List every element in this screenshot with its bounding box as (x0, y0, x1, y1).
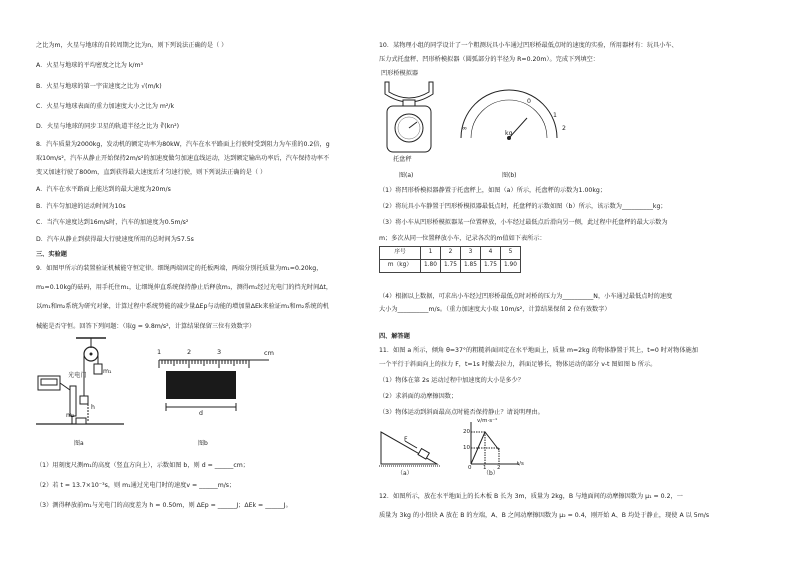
q11-sub-3: （3）物体运动到斜面最高点时能否保持静止？请说明理由。 (379, 409, 544, 416)
q11-sub-1: （1）物体在第 2s 运动过程中加速度的大小是多少？ (379, 377, 524, 384)
q9-line-4: 械能是否守恒。回答下列问题：（取g = 9.8m/s²，计算结果保留三位有效数字） (36, 323, 256, 330)
q7-option-d: D．火星与地球的同步卫星的轨道半径之比为 ∛(kn²) (36, 123, 180, 130)
q10-sub-1: （1）将凹形桥模拟器静置于托盘秤上，如图（a）所示，托盘秤的示数为1.00kg； (379, 187, 607, 194)
vt-x-tick-2: 2 (497, 465, 501, 471)
q10-line-2: 压力式托盘秤、凹形桥模拟器（圆弧部分的半径为 R=0.20m）。完成下列填空： (379, 56, 599, 63)
figure-11b-caption: （b） (483, 470, 499, 477)
ruler-num-2: 2 (187, 348, 192, 356)
q7-intro: 之比为m，火星与地球的自转周期之比为n，则下列说法正确的是（ ） (36, 42, 228, 49)
q11-line-1: 11．如图 a 所示，倾角 θ=37°的粗糙斜面固定在水平地面上，质量 m=2kg 的物体静置于其上，t=0 时对物体施加 (379, 347, 698, 354)
ruler-unit: cm (264, 349, 274, 357)
q9-sub-3: （3）测得释放前m₁与光电门的高度差为 h = 0.50m，则 ΔEp = ______J；ΔEk = ______J。 (36, 502, 292, 509)
dial-tick-inf: ∞ (462, 125, 468, 132)
figure-a-caption-right: 图(a) (399, 172, 414, 179)
scale-label: 托盘秤 (393, 156, 412, 163)
table-cell: 1.75 (481, 260, 501, 273)
q10-sub-3b: m；多次从同一位置释放小车，记录各次的m值如下表所示： (379, 235, 546, 242)
q8-line-2: 取10m/s²，汽车从静止开始保持2m/s²的加速度做匀加速直线运动，达到额定输出功率后，汽车保持功率不 (36, 155, 330, 162)
q10-sub-2: （2）将玩具小车静置于凹形桥模拟器最低点时，托盘秤的示数如图（b）所示，该示数为__________kg； (379, 203, 667, 210)
q8-line-1: 8．汽车质量为2000kg，发动机的额定功率为80kW，汽车在水平路面上行驶时受到阻力为车重的0.2倍，g (36, 141, 330, 148)
figure-11b-vt-graph (461, 420, 523, 470)
q7-option-b: B．火星与地球的第一宇宙速度之比为 √(m/k) (36, 83, 162, 90)
dial-unit: kg (505, 130, 513, 137)
section-4-heading: 四、解答题 (379, 333, 410, 340)
figure-a-scale (379, 78, 439, 158)
m2-label: m₂ (66, 412, 75, 419)
vt-x-label: t/s (517, 461, 524, 467)
q7-option-a: A．火星与地球的平均密度之比为 k/m³ (36, 62, 143, 69)
q7-option-c: C．火星与地球表面的重力加速度大小之比为 m²/k (36, 103, 175, 110)
figure-b-caption-right: 图(b) (502, 172, 517, 179)
table-cell: 2 (441, 247, 461, 260)
vt-y-label: v/m·s⁻¹ (477, 418, 498, 424)
table-row (380, 260, 521, 273)
q12-line-2: 质量为 3kg 的小铅块 A 放在 B 的左端，A、B 之间动摩擦因数为 μ₂ = 0.4，刚开始 A、B 均处于静止，现使 A 以 5m/s (379, 512, 710, 519)
q10-sub-3a: （3）将小车从凹形桥模拟器某一位置释放，小车经过最低点后滑向另一侧，此过程中托盘秤的最大示数为 (379, 219, 668, 226)
q8-option-a: A．汽车在水平路面上能达到的最大速度为20m/s (36, 186, 171, 193)
force-label: F (404, 436, 408, 443)
section-3-heading: 三、实验题 (36, 251, 67, 258)
q8-option-d: D．汽车从静止到获得最大行驶速度所用的总时间为57.5s (36, 236, 194, 243)
table-cell: 4 (481, 247, 501, 260)
figure-11a-caption: （a） (397, 470, 413, 477)
table-cell: 1.85 (461, 260, 481, 273)
dial-tick-1: 1 (553, 112, 557, 119)
figure-11a-incline (379, 426, 441, 468)
table-cell: m（kg） (380, 260, 421, 273)
vt-x-tick-0: 0 (468, 465, 472, 471)
q9-line-2: m₂=0.10kg的砝码，用手托住m₁，让细绳伸直系统保持静止后释放m₁，测得m₁经过光电门的挡光时间Δt， (36, 284, 333, 291)
table-cell: 3 (461, 247, 481, 260)
q11-line-2: 一个平行于斜面向上的拉力 F，t=1s 时撤去拉力，斜面足够长，物体运动的部分 v-t 图如图 b 所示。 (379, 361, 657, 368)
m1-label: m₁ (103, 368, 112, 375)
d-label: d (199, 410, 203, 417)
table-cell: 1.80 (421, 260, 441, 273)
q9-sub-2: （2）若 t = 13.7×10⁻³s，则 m₁通过光电门时的速度v = ______m/s； (36, 482, 236, 489)
q8-option-c: C．当汽车速度达到16m/s时，汽车的加速度为0.5m/s² (36, 219, 189, 226)
dial-tick-2: 2 (562, 125, 566, 132)
q11-sub-2: （2）求斜面的动摩擦因数； (379, 393, 458, 400)
q10-sub-4a: （4）根据以上数据，可求出小车经过凹形桥最低点时对桥的压力为__________N，小车通过最低点时的速度 (379, 293, 673, 300)
vt-y-tick-20: 20 (463, 429, 470, 435)
q8-line-3: 变又加速行驶了800m，直到获得最大速度后才匀速行驶，则下列说法正确的是（ ） (36, 169, 267, 176)
table-cell: 序号 (380, 247, 421, 260)
q10-data-table (379, 246, 521, 273)
figure-b-ruler (154, 345, 274, 425)
table-cell: 1 (421, 247, 441, 260)
dial-tick-0: 0 (527, 98, 531, 105)
table-row (380, 247, 521, 260)
q9-sub-1: （1）用刻度尺测m₁的高度（竖直方向上），示数如图 b，则 d = ______cm； (36, 462, 249, 469)
figure-a-caption: 图a (74, 440, 84, 447)
ruler-num-1: 1 (157, 348, 162, 356)
table-cell: 1.90 (501, 260, 521, 273)
figure-b-caption: 图b (198, 440, 208, 447)
q10-line-1: 10．某物理小组的同学设计了一个粗测玩具小车通过凹形桥最低点时的速度的实验，所用器材有：玩具小车、 (379, 42, 678, 49)
table-cell: 5 (501, 247, 521, 260)
q8-option-b: B．汽车匀加速的运动时间为10s (36, 203, 126, 210)
simulator-label: 凹形桥模拟器 (381, 70, 419, 77)
measured-block (166, 371, 236, 399)
table-cell: 1.75 (441, 260, 461, 273)
vt-x-tick-1: 1 (483, 465, 487, 471)
h-label: h (91, 404, 95, 411)
q9-line-1: 9．如图甲所示的装置验证机械能守恒定律。细绳两端固定的托板两端，两端分别托质量为m₁=0.20kg， (36, 265, 323, 272)
q12-line-1: 12．如图所示，放在水平地面上的长木板 B 长为 3m，质量为 2kg，B 与地面间的动摩擦因数为 μ₁ = 0.2，一 (379, 493, 683, 500)
q9-line-3: 以m₁和m₂系统为研究对象，计算过程中系统势能的减少量ΔEp与动能的增加量ΔEk来验证m₁和m₂系统的机 (36, 303, 329, 310)
figure-b-dial (449, 88, 569, 148)
vt-y-tick-10: 10 (463, 445, 470, 451)
ruler-num-3: 3 (217, 348, 222, 356)
gate-label: 光电门 (68, 372, 87, 379)
ruler-ticks (159, 360, 249, 368)
q10-sub-4b: 大小为__________m/s。（重力加速度大小取 10m/s²，计算结果保留 2 位有效数字） (379, 306, 611, 313)
figure-a-pulley-apparatus (36, 336, 126, 431)
